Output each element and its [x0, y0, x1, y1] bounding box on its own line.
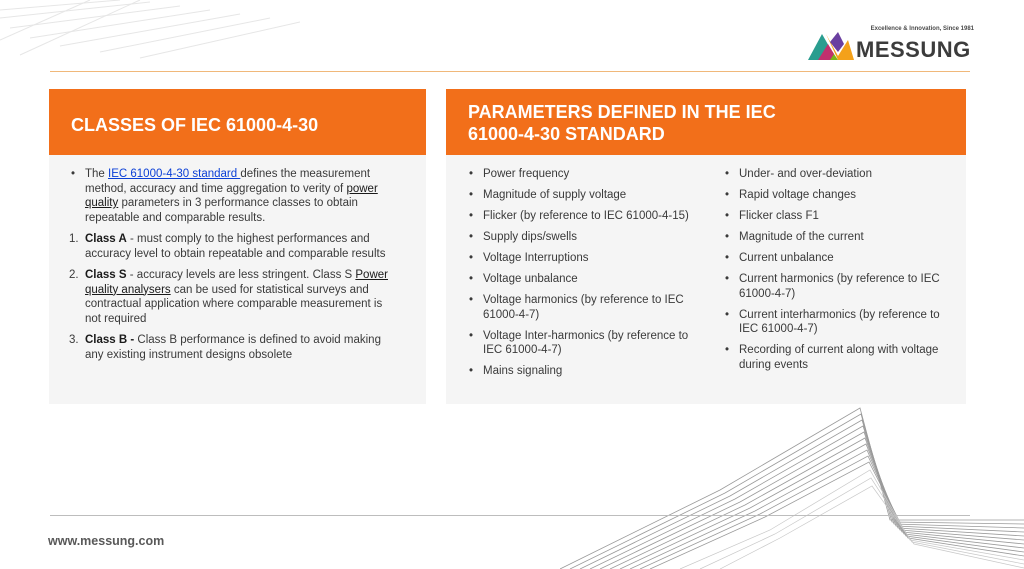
list-item-text: Voltage harmonics (by reference to IEC 61000-4-7) [483, 294, 684, 321]
parameters-column-2 [722, 167, 954, 379]
parameters-title-line2: 61000-4-30 STANDARD [468, 124, 665, 144]
footer-divider [50, 515, 970, 516]
class-b-name: Class B - [85, 334, 135, 346]
parameters-column-1 [466, 167, 696, 385]
bullet-mark: • [469, 231, 474, 243]
bullet-mark: • [725, 210, 730, 222]
class-b-number: 3. [69, 334, 79, 346]
bullet-mark: • [725, 231, 730, 243]
iec-standard-link[interactable]: IEC 61000-4-30 standard [108, 168, 241, 180]
decorative-wave-lines [560, 400, 1024, 569]
list-item-text: Voltage unbalance [483, 273, 578, 285]
intro-middle: defines the measurement method, accuracy and time aggregation to verity of [85, 168, 371, 195]
list-item [722, 343, 954, 372]
list-item-text: Voltage Inter-harmonics (by reference to IEC 61000-4-7) [483, 329, 689, 356]
classes-panel-title: CLASSES OF IEC 61000-4-30 [49, 89, 426, 155]
bullet-mark: • [469, 365, 474, 377]
bullet-mark: • [725, 344, 730, 356]
classes-panel [49, 89, 426, 404]
class-a-number: 1. [69, 233, 79, 245]
header-divider [50, 71, 970, 72]
list-item [722, 167, 954, 182]
intro-prefix: The [85, 168, 109, 180]
list-item-text: Current unbalance [739, 252, 834, 264]
classes-content [69, 167, 389, 369]
list-item [722, 251, 954, 266]
intro-suffix: parameters in 3 performance classes to obtain repeatable and comparable results. [85, 197, 358, 224]
list-item [722, 188, 954, 203]
class-s-number: 2. [69, 269, 79, 281]
bullet-mark: • [469, 294, 474, 306]
power-quality-link[interactable]: power quality [85, 182, 378, 209]
list-item [722, 230, 954, 245]
parameters-panel [446, 89, 966, 404]
class-a-text: must comply to the highest performances and accuracy level to obtain repeatable and comparable results [85, 233, 386, 260]
list-item [466, 251, 696, 266]
list-item-text: Current interharmonics (by reference to IEC 61000-4-7) [739, 308, 940, 335]
list-item-text: Magnitude of supply voltage [483, 189, 627, 201]
class-s-name: Class S [85, 269, 127, 281]
bullet-mark: • [725, 252, 730, 264]
decorative-lines-top [0, 0, 300, 60]
messung-logo [808, 26, 978, 62]
list-item [722, 209, 954, 224]
footer-website-url[interactable]: www.messung.com [48, 534, 165, 548]
messung-logo-mark-icon [808, 30, 854, 60]
list-item [466, 364, 696, 379]
class-b-text: Class B performance is defined to avoid making any existing instrument designs obsolete [85, 334, 381, 361]
list-item [466, 230, 696, 245]
class-a-sep: - [126, 233, 137, 245]
class-b-item [69, 333, 389, 362]
bullet-mark: • [469, 210, 474, 222]
parameters-title-line1: PARAMETERS DEFINED IN THE IEC [468, 102, 776, 122]
list-item [466, 167, 696, 182]
list-item [466, 188, 696, 203]
bullet-mark: • [469, 189, 474, 201]
list-item [722, 308, 954, 337]
list-item-text: Magnitude of the current [739, 231, 864, 243]
list-item-text: Recording of current along with voltage during events [739, 344, 939, 371]
class-a-item [69, 232, 389, 261]
list-item-text: Rapid voltage changes [739, 189, 856, 201]
list-item-text: Voltage Interruptions [483, 252, 589, 264]
class-a-name: Class A [85, 233, 127, 245]
power-quality-analysers-link[interactable]: Power quality analysers [85, 269, 388, 296]
bullet-mark: • [469, 252, 474, 264]
list-item [466, 272, 696, 287]
class-s-item [69, 268, 389, 326]
intro-bullet [69, 167, 389, 225]
bullet-mark: • [469, 273, 474, 285]
logo-tagline: Excellence & Innovation, Since 1981 [870, 26, 974, 32]
list-item-text: Under- and over-deviation [739, 168, 872, 180]
list-item-text: Current harmonics (by reference to IEC 61000-4-7) [739, 273, 940, 300]
bullet-mark: • [725, 273, 730, 285]
bullet-mark: • [71, 168, 76, 180]
bullet-mark: • [725, 308, 730, 321]
list-item-text: Flicker (by reference to IEC 61000-4-15) [483, 210, 689, 222]
bullet-mark: • [725, 189, 730, 201]
bullet-mark: • [469, 329, 474, 342]
list-item [466, 293, 696, 322]
list-item [466, 209, 696, 224]
list-item [722, 272, 954, 301]
class-s-sep: - [126, 269, 137, 281]
list-item-text: Flicker class F1 [739, 210, 819, 222]
bullet-mark: • [725, 168, 730, 180]
class-s-text2: can be used for statistical surveys and contractual application where comparable measurement is not required [85, 283, 383, 325]
list-item-text: Supply dips/swells [483, 231, 577, 243]
parameters-panel-title [446, 89, 966, 155]
list-item [466, 329, 696, 358]
list-item-text: Mains signaling [483, 365, 563, 377]
class-s-text: accuracy levels are less stringent. Class S [136, 269, 356, 281]
bullet-mark: • [469, 168, 474, 180]
list-item-text: Power frequency [483, 168, 570, 180]
logo-wordmark: MESSUNG [856, 37, 971, 62]
